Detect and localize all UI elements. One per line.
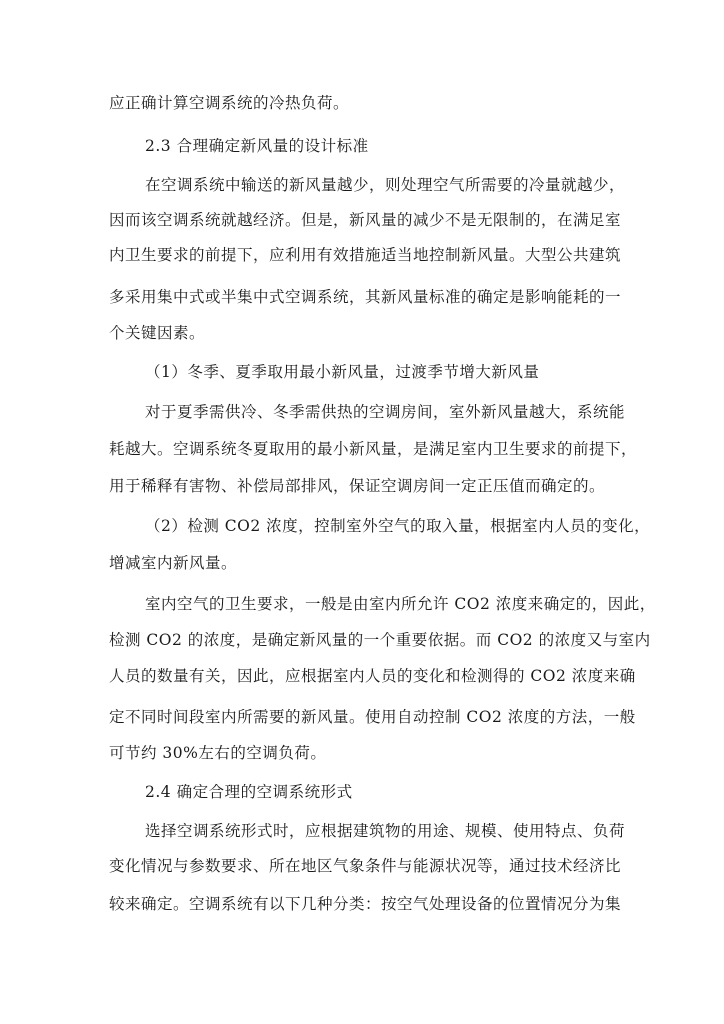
paragraph-line: 可节约 30%左右的空调负荷。: [109, 744, 327, 762]
list-item-heading: （1）冬季、夏季取用最小新风量，过渡季节增大新风量: [145, 363, 540, 381]
paragraph-line: 人员的数量有关，因此，应根据室内人员的变化和检测得的 CO2 浓度来确: [109, 667, 636, 685]
paragraph-line: 应正确计算空调系统的冷热负荷。: [109, 94, 350, 112]
paragraph-line: 变化情况与参数要求、所在地区气象条件与能源状况等，通过技术经济比: [109, 857, 622, 875]
section-heading: 2.3 合理确定新风量的设计标准: [145, 137, 369, 155]
section-heading: 2.4 确定合理的空调系统形式: [145, 783, 353, 801]
paragraph-line: 因而该空调系统就越经济。但是，新风量的减少不是无限制的，在满足室: [109, 211, 622, 229]
paragraph-line: 较来确定。空调系统有以下几种分类：按空气处理设备的位置情况分为集: [109, 895, 622, 913]
paragraph-line: 个关键因素。: [109, 324, 206, 342]
paragraph-line: 内卫生要求的前提下，应利用有效措施适当地控制新风量。大型公共建筑: [109, 246, 622, 264]
paragraph-line: 检测 CO2 的浓度，是确定新风量的一个重要依据。而 CO2 的浓度又与室内: [109, 631, 651, 649]
list-item-heading: （2）检测 CO2 浓度，控制室外空气的取入量，根据室内人员的变化，: [145, 517, 651, 535]
paragraph-line: 室内空气的卫生要求，一般是由室内所允许 CO2 浓度来确定的，因此，: [145, 595, 656, 613]
paragraph-line: 对于夏季需供冷、冬季需供热的空调房间，室外新风量越大，系统能: [145, 403, 626, 421]
paragraph-line: 选择空调系统形式时，应根据建筑物的用途、规模、使用特点、负荷: [145, 822, 626, 840]
paragraph-line: 耗越大。空调系统冬夏取用的最小新风量，是满足室内卫生要求的前提下，: [109, 440, 638, 458]
paragraph-line: 多采用集中式或半集中式空调系统，其新风量标准的确定是影响能耗的一: [109, 288, 622, 306]
paragraph-line: 用于稀释有害物、补偿局部排风，保证空调房间一定正压值而确定的。: [109, 477, 606, 495]
paragraph-line: 定不同时间段室内所需要的新风量。使用自动控制 CO2 浓度的方法，一般: [109, 708, 636, 726]
paragraph-line: 增减室内新风量。: [109, 554, 238, 572]
paragraph-line: 在空调系统中输送的新风量越少，则处理空气所需要的冷量就越少，: [145, 176, 626, 194]
